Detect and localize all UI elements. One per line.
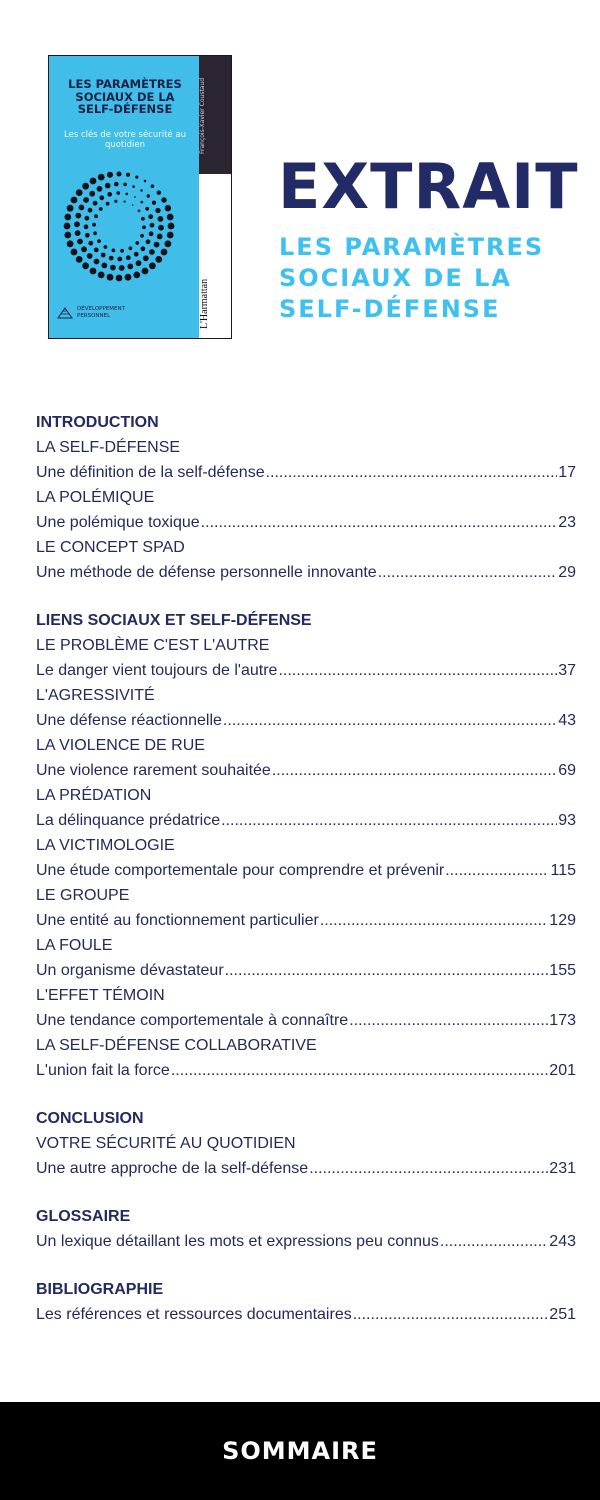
dot-leader <box>353 1302 549 1327</box>
page-number: 115 <box>550 862 576 879</box>
section-title: BIBLIOGRAPHIE <box>36 1281 164 1298</box>
page-number: 231 <box>549 1160 576 1177</box>
entry-label: Les références et ressources documentaires <box>36 1306 352 1323</box>
toc-entry <box>36 808 576 833</box>
toc-section <box>36 1277 576 1327</box>
cover-title: LES PARAMÈTRES SOCIAUX DE LA SELF-DÉFENSE <box>68 77 182 116</box>
page-number: 17 <box>558 464 576 481</box>
dot-leader <box>440 1229 548 1254</box>
chapter-title: LA SELF-DÉFENSE COLLABORATIVE <box>36 1037 317 1054</box>
footer-banner <box>0 1402 600 1500</box>
dot-leader <box>309 1156 548 1181</box>
entry-label: Une tendance comportementale à connaître <box>36 1012 349 1029</box>
dot-spiral-illustration <box>57 164 197 299</box>
toc-entry <box>36 708 576 733</box>
dot-leader <box>225 958 549 983</box>
dot-leader <box>201 510 558 535</box>
chapter-title: LE CONCEPT SPAD <box>36 539 185 556</box>
page-number: 155 <box>549 962 576 979</box>
page-number: 173 <box>549 1012 576 1029</box>
page-number: 201 <box>549 1062 576 1079</box>
entry-label: Une violence rarement souhaitée <box>36 762 271 779</box>
chapter-title: LA PRÉDATION <box>36 787 152 804</box>
page-number: 129 <box>549 912 576 929</box>
chapter-title: LA SELF-DÉFENSE <box>36 439 181 456</box>
collection-pyramid-icon <box>57 307 73 319</box>
page-number: 29 <box>558 564 576 581</box>
toc-entry <box>36 958 576 983</box>
toc-section <box>36 1204 576 1254</box>
section-title: LIENS SOCIAUX ET SELF-DÉFENSE <box>36 612 312 629</box>
entry-label: Une défense réactionnelle <box>36 712 222 729</box>
dot-leader <box>221 808 557 833</box>
chapter-title: LA VICTIMOLOGIE <box>36 837 175 854</box>
entry-label: La délinquance prédatrice <box>36 812 221 829</box>
entry-label: L'union fait la force <box>36 1062 170 1079</box>
chapter-title: VOTRE SÉCURITÉ AU QUOTIDIEN <box>36 1135 296 1152</box>
page-subtitle: LES PARAMÈTRES SOCIAUX DE LA SELF-DÉFENSE <box>279 233 545 323</box>
cover-collection-label: DÉVELOPPEMENT PERSONNEL <box>77 306 125 319</box>
cover-publisher: L'Harmattan <box>199 278 210 330</box>
section-title: CONCLUSION <box>36 1110 144 1127</box>
page-number: 43 <box>558 712 576 729</box>
chapter-title: L'AGRESSIVITÉ <box>36 687 155 704</box>
page-number: 243 <box>549 1233 576 1250</box>
page-number: 37 <box>558 662 576 679</box>
chapter-title: L'EFFET TÉMOIN <box>36 987 165 1004</box>
dot-leader <box>272 758 557 783</box>
entry-label: Le danger vient toujours de l'autre <box>36 662 278 679</box>
page-number: 251 <box>549 1306 576 1323</box>
dot-leader <box>349 1008 548 1033</box>
dot-leader <box>278 658 557 683</box>
toc-entry <box>36 1302 576 1327</box>
cover-collection <box>57 306 137 320</box>
entry-label: Une définition de la self-défense <box>36 464 265 481</box>
toc-entry <box>36 1229 576 1254</box>
page-title: EXTRAIT <box>278 150 579 223</box>
toc-entry <box>36 560 576 585</box>
dot-leader <box>171 1058 548 1083</box>
footer-label: SOMMAIRE <box>222 1437 378 1465</box>
entry-label: Un organisme dévastateur <box>36 962 224 979</box>
dot-leader <box>445 858 549 883</box>
dot-leader <box>223 708 557 733</box>
toc-section <box>36 608 576 1083</box>
toc-entry <box>36 1008 576 1033</box>
entry-label: Un lexique détaillant les mots et expressions peu connus <box>36 1233 439 1250</box>
chapter-title: LE GROUPE <box>36 887 130 904</box>
toc-section <box>36 1106 576 1181</box>
table-of-contents <box>36 410 576 1350</box>
cover-subtitle: Les clés de votre sécurité au quotidien <box>64 130 186 150</box>
page-number: 93 <box>558 812 576 829</box>
entry-label: Une entité au fonctionnement particulier <box>36 912 319 929</box>
dot-leader <box>266 460 558 485</box>
toc-entry <box>36 908 576 933</box>
entry-label: Une polémique toxique <box>36 514 200 531</box>
entry-label: Une autre approche de la self-défense <box>36 1160 309 1177</box>
entry-label: Une étude comportementale pour comprendre et prévenir <box>36 862 445 879</box>
chapter-title: LA FOULE <box>36 937 113 954</box>
chapter-title: LA POLÉMIQUE <box>36 489 155 506</box>
toc-entry <box>36 1156 576 1181</box>
toc-entry <box>36 658 576 683</box>
toc-entry <box>36 858 576 883</box>
toc-entry <box>36 758 576 783</box>
section-title: INTRODUCTION <box>36 414 159 431</box>
chapter-title: LE PROBLÈME C'EST L'AUTRE <box>36 637 270 654</box>
dot-leader <box>378 560 558 585</box>
chapter-title: LA VIOLENCE DE RUE <box>36 737 205 754</box>
page-number: 23 <box>558 514 576 531</box>
book-cover <box>48 55 232 339</box>
toc-entry <box>36 510 576 535</box>
toc-entry <box>36 460 576 485</box>
toc-entry <box>36 1058 576 1083</box>
toc-section <box>36 410 576 585</box>
section-title: GLOSSAIRE <box>36 1208 131 1225</box>
dot-leader <box>320 908 548 933</box>
page-number: 69 <box>558 762 576 779</box>
cover-author: François-Xavier Coustaud <box>199 77 206 155</box>
entry-label: Une méthode de défense personnelle innovante <box>36 564 377 581</box>
